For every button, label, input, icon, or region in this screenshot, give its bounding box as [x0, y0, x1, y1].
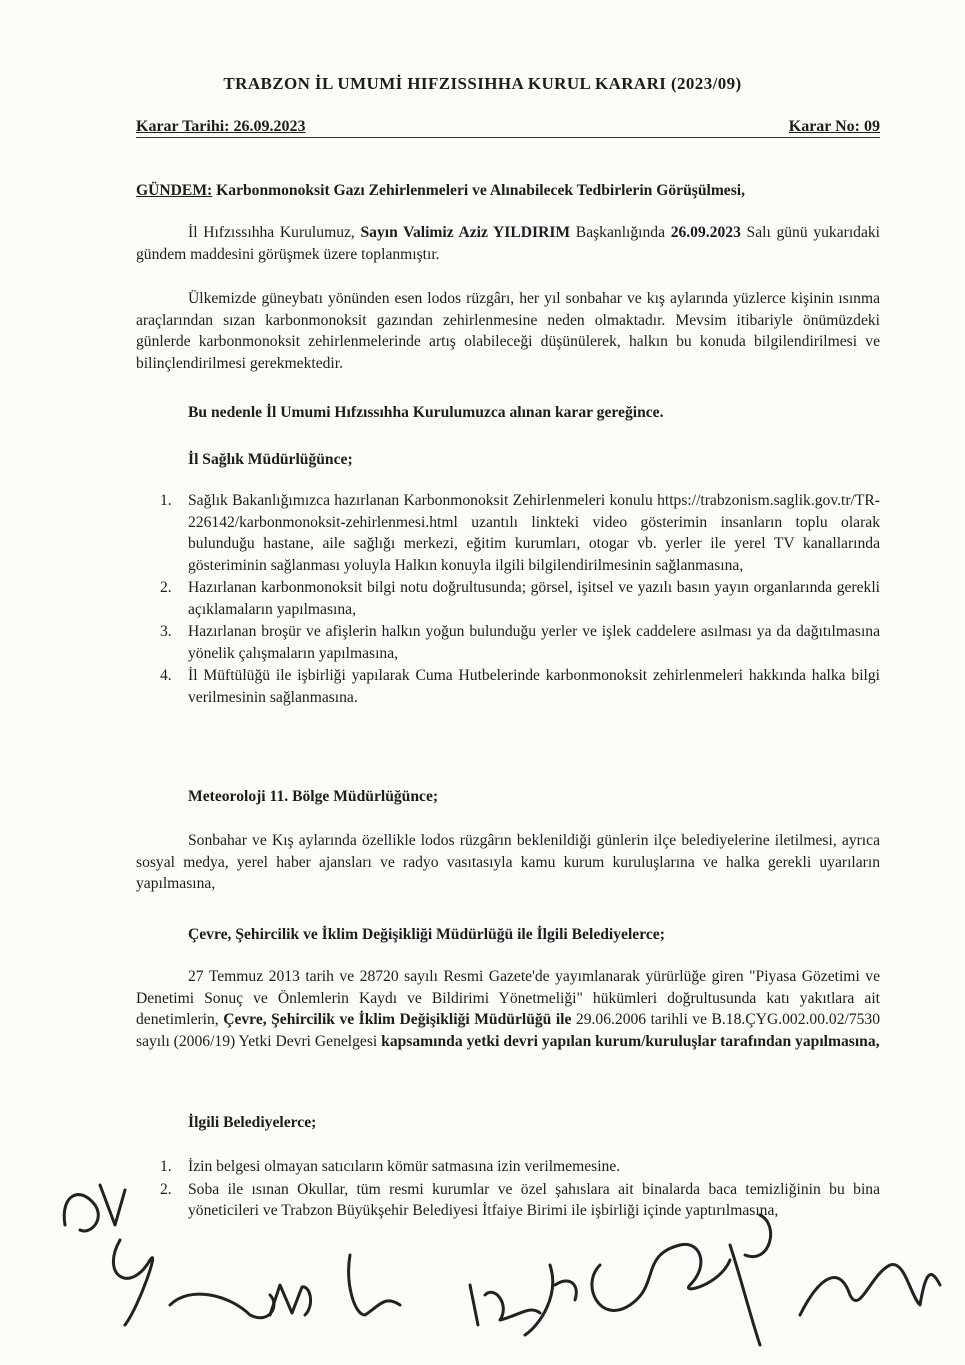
list-item: 3. Hazırlanan broşür ve afişlerin halkın yoğun bulunduğu yerler ve işlek caddelere asılması ya da dağıtılmasına yönelik çalışmaların yapılmasına, — [160, 623, 880, 662]
agenda-line — [136, 180, 880, 202]
health-heading: İl Sağlık Müdürlüğünce; — [188, 451, 353, 468]
decision-meta-row — [136, 118, 880, 138]
agenda-label: GÜNDEM: — [136, 182, 213, 199]
signature-6 — [470, 1285, 540, 1325]
intro-part1: İl Hıfzıssıhha Kurulumuz, — [188, 224, 361, 241]
intro-paragraph — [136, 222, 880, 265]
decision-number: Karar No: 09 — [788, 118, 880, 135]
signature-1 — [64, 1185, 125, 1231]
list-item: 1. İzin belgesi olmayan satıcıların kömür satmasına izin verilmemesine. — [160, 1158, 621, 1175]
decision-date: Karar Tarihi: 26.09.2023 — [136, 118, 306, 135]
list-item: 2. Soba ile ısınan Okullar, tüm resmi kurumlar ve özel şahıslara ait binalarda baca temizliğinin bu bina yöneticileri ve Trabzon Büyükşehir Belediyesi İtfaiye Birimi ile işbirliği içinde yaptırılmasına, — [160, 1180, 880, 1219]
intro-part3: Salı günü yukarıdaki gündem maddesini görüşmek üzere toplanmıştır. — [136, 224, 880, 263]
env-bold-scope: kapsamında yetki devri yapılan kurum/kuruluşlar tarafından yapılmasına, — [381, 1032, 880, 1050]
munic-heading: İlgili Belediyelerce; — [188, 1114, 317, 1131]
env-heading: Çevre, Şehircilik ve İklim Değişikliği Müdürlüğü ile İlgili Belediyelerce; — [188, 926, 665, 943]
meteo-paragraph: Sonbahar ve Kış aylarında özellikle lodos rüzgârın beklenildiği günlerin ilçe belediyelerine iletilmesi, ayrıca sosyal medya, yerel haber ajansları ve radyo vasıtasıyla kamu kurum kuruluşlarına ve halka gerekli uyarıların yapılmasına, — [136, 832, 880, 892]
signature-8 — [592, 1244, 730, 1310]
agenda-text: Karbonmonoksit Gazı Zehirlenmeleri ve Alınabilecek Tedbirlerin Görüşülmesi, — [216, 182, 746, 199]
signature-5 — [349, 1255, 400, 1315]
list-item: 2. Hazırlanan karbonmonoksit bilgi notu doğrultusunda; görsel, işitsel ve yazılı basın yayın organlarında gerekli açıklamaların yapılmasına, — [160, 579, 880, 618]
list-item: 1. Sağlık Bakanlığımızca hazırlanan Karbonmonoksit Zehirlenmeleri konulu https://trabzonism.saglik.gov.tr/TR-226142/karbonmonoksit-zehirlenmesi.html uzantılı linkteki video gösterimin insanların toplu olarak bulunduğu hastane, aile sağlığı merkezi, eğitim kurumları, otogar vb. yerler ile yerel TV kanallarında gösteriminin sağlanması yoluyla Halkın konuyla ilgili bilgilendirilmesinin sağlanmasına, — [160, 492, 880, 574]
signature-9 — [730, 1215, 771, 1345]
env-paragraph: 27 Temmuz 2013 tarih ve 28720 sayılı Resmi Gazete'de yayımlanarak yürürlüğe giren "Piyasa Gözetimi ve Denetimi Sonuç ve Önlemlerin Kaydı ve Bildirimi Yönetmeliği" hükümleri doğrultusunda katı yakıtlara ait denetimlerin, Çevre, Şehircilik ve İklim Değişikliği Müdürlüğü ile 29.06.2006 tarihli ve B.18.ÇYG.002.00.02/7530 sayılı (2006/19) Yetki Devri Genelgesi kapsamında yetki devri yapılan kurum/kuruluşlar tarafından yapılmasına, — [136, 968, 881, 1050]
handwritten-signatures — [40, 1165, 950, 1355]
health-list — [136, 490, 880, 709]
signature-2 — [113, 1240, 152, 1325]
context-paragraph: Ülkemizde güneybatı yönünden esen lodos rüzgârı, her yıl sonbahar ve kış aylarında yüzlerce kişinin ısınma araçlarından sızan karbonmonoksit gazından zehirlenmesine neden olmaktadır. Mevsim itibariyle önümüzdeki günlerde karbonmonoksit zehirlenmelerinde artış olabileceği düşünülerek, halkın bu konuda bilgilendirilmesi ve bilinçlendirilmesi gerekmektedir. — [136, 290, 880, 372]
intro-governor: Sayın Valimiz Aziz YILDIRIM — [360, 224, 571, 241]
list-item: 4. İl Müftülüğü ile işbirliği yapılarak Cuma Hutbelerinde karbonmonoksit zehirlenmeleri hakkında halka bilgi verilmesinin sağlanmasına. — [160, 667, 880, 706]
env-bold-authority: Çevre, Şehircilik ve İklim Değişikliği Müdürlüğü ile — [223, 1011, 572, 1028]
intro-part2: Başkanlığında — [570, 224, 671, 241]
signature-4 — [270, 1285, 311, 1315]
decision-line: Bu nedenle İl Umumi Hıfzıssıhha Kurulumuzca alınan karar gereğince. — [188, 404, 664, 421]
document-title: TRABZON İL UMUMİ HIFZISSIHHA KURUL KARARI (2023/09) — [223, 74, 742, 93]
signature-10 — [800, 1265, 940, 1315]
intro-date: 26.09.2023 — [670, 224, 741, 241]
signature-7 — [525, 1265, 576, 1335]
signature-3 — [170, 1294, 274, 1318]
meteo-heading: Meteoroloji 11. Bölge Müdürlüğünce; — [188, 788, 439, 805]
